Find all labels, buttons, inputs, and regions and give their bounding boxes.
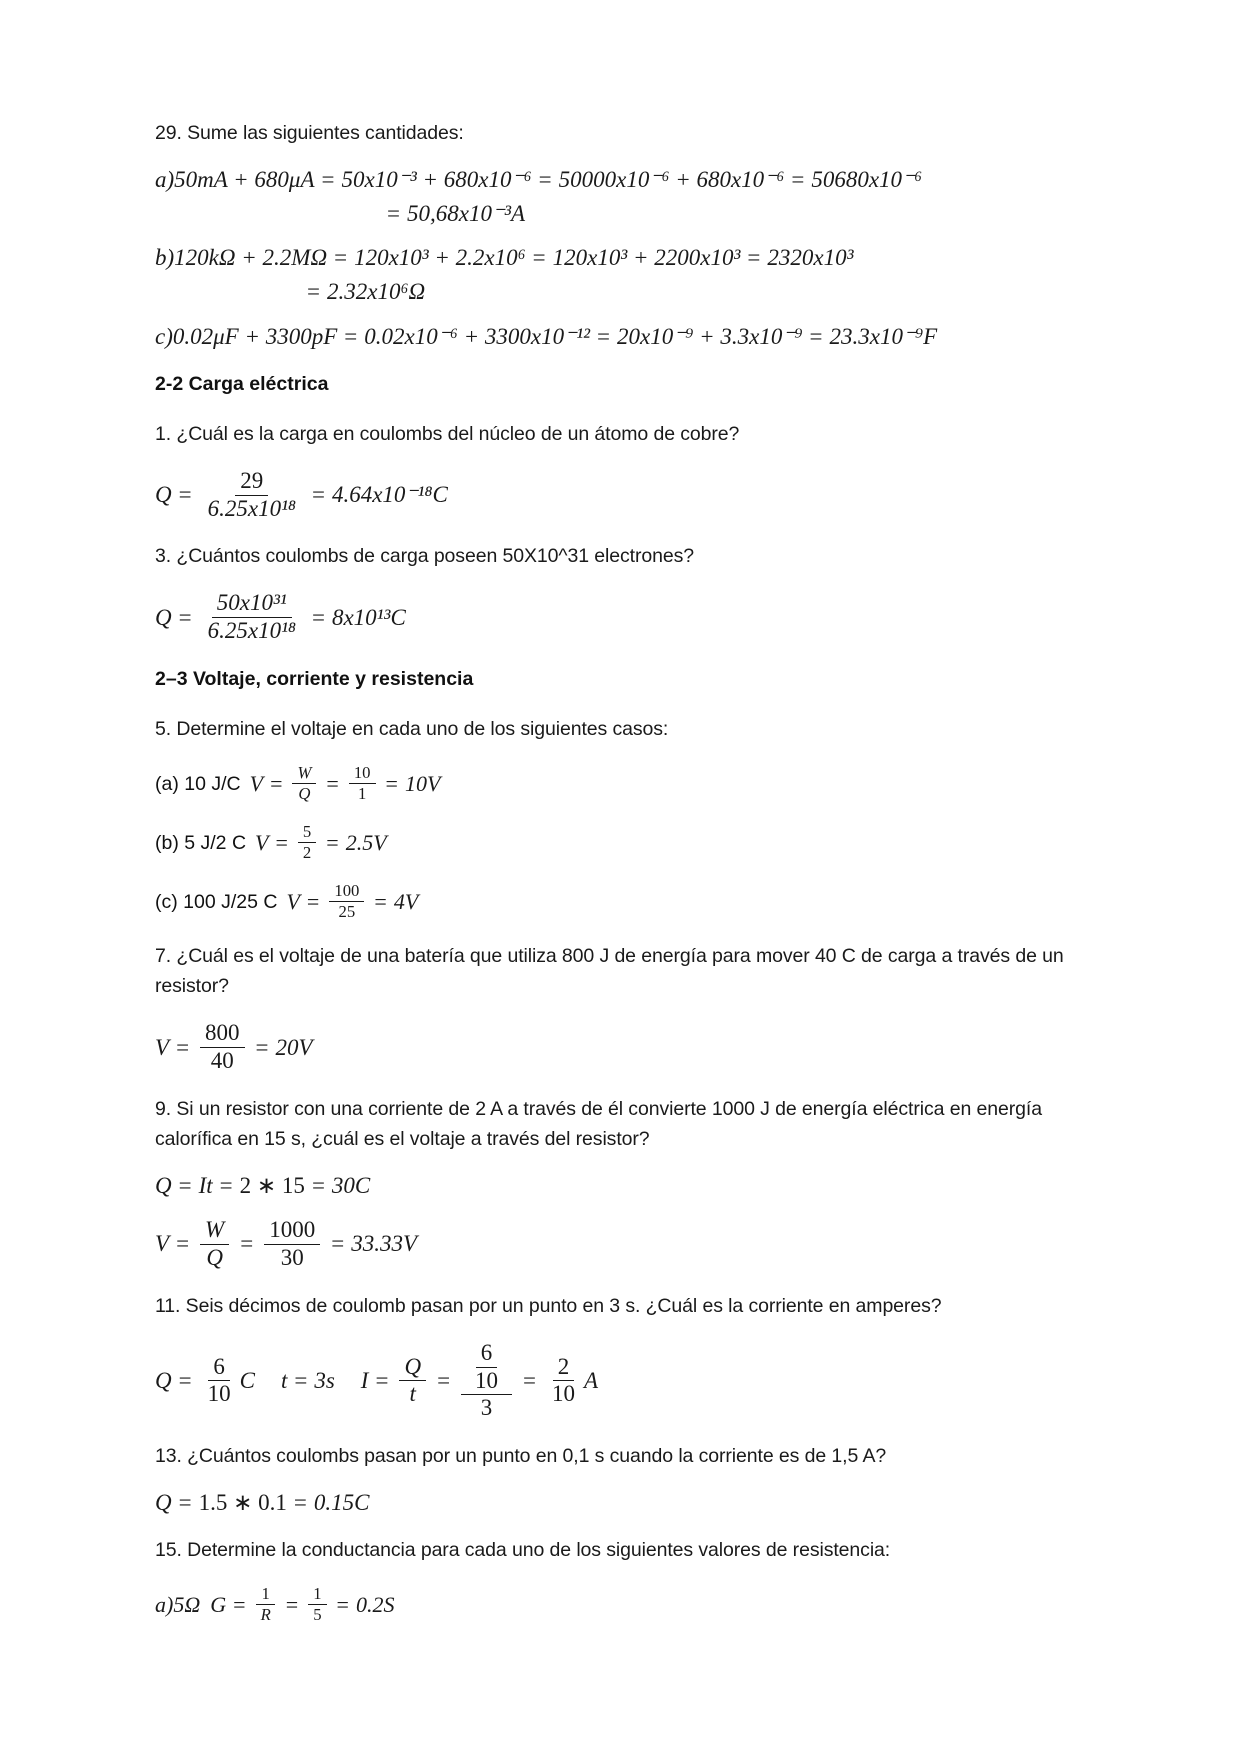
fraction-denominator: R (260, 1605, 271, 1625)
equals-sign: = (387, 201, 400, 227)
question-5-prompt: 5. Determine el voltaje en cada uno de los siguientes casos: (155, 718, 669, 741)
fraction-numerator: 6 (208, 1355, 230, 1382)
fraction-5-2 (298, 823, 316, 862)
eq-q9-q-step: 2 ∗ 15 (239, 1172, 305, 1198)
fraction-denominator: 10 (475, 1367, 499, 1393)
equals-sign: = (326, 830, 339, 856)
fraction-denominator: Q (298, 784, 311, 804)
eq-29c-lhs: 0.02μF + 3300pF (172, 323, 338, 349)
eq-q9-v-result: 33.33V (351, 1231, 417, 1257)
equals-sign: = (334, 245, 348, 271)
equation-q5c (155, 882, 1091, 921)
fraction-6-10-nested (470, 1341, 503, 1394)
equals-sign: = (311, 481, 325, 507)
equation-q5b (155, 823, 1091, 862)
fraction-numerator: 50x10³¹ (212, 591, 292, 618)
equals-sign: = (219, 1172, 233, 1198)
equals-sign: = (294, 1367, 308, 1393)
eq-q11-i-unit: A (584, 1367, 599, 1393)
equals-sign: = (178, 1172, 192, 1198)
fraction-numerator: Q (399, 1355, 426, 1382)
eq-q13-result: 0.15C (313, 1490, 370, 1516)
fraction-denominator: 6.25x10¹⁸ (207, 495, 296, 521)
fraction-denominator: 40 (210, 1048, 234, 1074)
equation-q3 (155, 591, 1091, 644)
equals-sign: = (374, 889, 387, 915)
equals-sign: = (270, 771, 283, 797)
fraction-wq (292, 764, 316, 803)
equals-sign: = (747, 245, 761, 271)
equals-sign: = (306, 889, 320, 915)
equation-q11 (155, 1341, 1091, 1421)
eq-q15a-result: 0.2S (355, 1592, 395, 1618)
question-11-prompt: 11. Seis décimos de coulomb pasan por un punto en 3 s. ¿Cuál es la corriente en amperes? (155, 1294, 942, 1317)
question-9-prompt: 9. Si un resistor con una corriente de 2 A a través de él convierte 1000 J de energía eléctrica en energía calorífica en 15 s, ¿cuál es el voltaje a través del resistor? (155, 1097, 1042, 1150)
eq-29b-step3: 2320x10³ (767, 245, 854, 271)
eq-29c-step2: 20x10⁻⁹ + 3.3x10⁻⁹ (617, 323, 803, 349)
eq-29a-lhs: 50mA + 680μA (174, 167, 315, 192)
fraction-denominator: 2 (302, 843, 312, 863)
eq-29a-step2: 50000x10⁻⁶ + 680x10⁻⁶ (558, 167, 785, 192)
equation-q9-charge (155, 1174, 1091, 1198)
eq-q5c-lhs: V (286, 889, 300, 915)
equals-sign: = (178, 1367, 192, 1393)
fraction-denominator: Q (206, 1244, 223, 1270)
eq-q5a-lhs: V (249, 771, 264, 797)
fraction-denominator: 30 (280, 1244, 304, 1270)
eq-q13-lhs: Q (155, 1490, 172, 1516)
eq-q11-t-val: 3s (314, 1367, 335, 1393)
fraction-q3 (203, 591, 301, 644)
equals-sign: = (307, 279, 320, 305)
eq-29c-result: 23.3x10⁻⁹F (829, 323, 938, 349)
eq-29b-step2: 120x10³ + 2200x10³ (552, 245, 741, 271)
equals-sign: = (176, 1034, 190, 1060)
fraction-100-25 (329, 882, 364, 921)
eq-q7-result: 20V (275, 1034, 313, 1060)
question-3-prompt: 3. ¿Cuántos coulombs de carga poseen 50X10^31 electrones? (155, 545, 694, 568)
eq-q5b-result: 2.5V (345, 830, 387, 856)
fraction-q-t (399, 1355, 426, 1408)
equals-sign: = (311, 1172, 325, 1198)
q5a-case-text: (a) 10 J/C (155, 772, 241, 795)
fraction-numerator: 1000 (264, 1218, 320, 1245)
equals-sign: = (321, 167, 335, 192)
eq-q11-q-unit: C (239, 1367, 255, 1393)
eq-q1-lhs: Q (155, 481, 172, 507)
eq-q5b-lhs: V (255, 830, 269, 856)
eq-q11-i-lhs: I (360, 1367, 369, 1393)
fraction-denominator: 6.25x10¹⁸ (207, 618, 296, 644)
equation-29b-line2 (300, 280, 1091, 304)
eq-29a-step1: 50x10⁻³ + 680x10⁻⁶ (341, 167, 532, 192)
eq-q5a-result: 10V (404, 771, 441, 797)
equals-sign: = (597, 323, 611, 349)
fraction-10-1 (349, 764, 376, 803)
equation-q15a (155, 1585, 1091, 1624)
fraction-numerator: 10 (349, 764, 376, 784)
fraction-denominator: 3 (480, 1395, 493, 1421)
equals-sign: = (809, 323, 823, 349)
question-1-prompt: 1. ¿Cuál es la carga en coulombs del núcleo de un átomo de cobre? (155, 422, 740, 445)
eq-q7-lhs: V (155, 1034, 170, 1060)
eq-q11-t-lhs: t (280, 1367, 288, 1393)
fraction-6-10 (203, 1355, 236, 1408)
equation-q9-voltage (155, 1218, 1091, 1271)
eq-29b-lhs: 120kΩ + 2.2MΩ (174, 245, 328, 271)
equals-sign: = (336, 1592, 349, 1618)
equals-sign: = (385, 771, 398, 797)
fraction-denominator: 5 (313, 1605, 322, 1625)
equation-29a-line1 (155, 168, 1091, 192)
equation-q1 (155, 469, 1091, 522)
fraction-numerator (461, 1341, 512, 1396)
eq-q15a-value: 5Ω (173, 1592, 201, 1618)
equals-sign: = (523, 1367, 537, 1393)
equation-29a-line2 (380, 202, 1091, 226)
fraction-denominator: 10 (207, 1381, 231, 1407)
fraction-numerator: 800 (200, 1021, 245, 1048)
eq-q9-q-lhs: Q (155, 1172, 172, 1198)
equation-29c (155, 325, 1091, 349)
eq-q9-v-lhs: V (155, 1231, 170, 1257)
fraction-denominator: 25 (338, 902, 356, 922)
fraction-denominator: 10 (552, 1381, 576, 1407)
eq-29c-step1: 0.02x10⁻⁶ + 3300x10⁻¹² (364, 323, 591, 349)
equals-sign: = (176, 1231, 190, 1257)
q5b-math (255, 823, 387, 862)
fraction-wq (200, 1218, 229, 1271)
fraction-numerator: 1 (308, 1585, 326, 1605)
equals-sign: = (344, 323, 358, 349)
equals-sign: = (178, 1490, 192, 1516)
eq-q11-q-lhs: Q (155, 1367, 172, 1393)
equals-sign: = (375, 1367, 389, 1393)
eq-29a-step3: 50680x10⁻⁶ (811, 167, 923, 192)
equals-sign: = (326, 771, 339, 797)
question-13-prompt: 13. ¿Cuántos coulombs pasan por un punto en 0,1 s cuando la corriente es de 1,5 A? (155, 1445, 887, 1468)
eq-29a-result: 50,68x10⁻³A (406, 201, 526, 227)
item-label-a: a) (155, 1592, 174, 1618)
question-7-prompt: 7. ¿Cuál es el voltaje de una batería que utiliza 800 J de energía para mover 40 C de carga a través de un resistor? (155, 945, 1064, 998)
q5c-math (286, 882, 418, 921)
q5a-math (250, 764, 441, 803)
equals-sign: = (538, 167, 552, 192)
eq-q9-q-mid: It (198, 1172, 213, 1198)
equals-sign: = (791, 167, 805, 192)
equation-q7 (155, 1021, 1091, 1074)
question-15-prompt: 15. Determine la conductancia para cada uno de los siguientes valores de resistencia: (155, 1539, 891, 1562)
q5c-case-text: (c) 100 J/25 C (155, 890, 278, 913)
eq-q1-result: 4.64x10⁻¹⁸C (331, 481, 448, 507)
fraction-q1 (203, 469, 301, 522)
equals-sign: = (178, 604, 192, 630)
eq-q5c-result: 4V (393, 889, 419, 915)
equation-q5a (155, 764, 1091, 803)
item-label-c: c) (155, 323, 173, 349)
eq-q9-q-result: 30C (331, 1172, 371, 1198)
equals-sign: = (331, 1231, 345, 1257)
equals-sign: = (240, 1231, 254, 1257)
eq-29b-result: 2.32x10⁶Ω (326, 279, 426, 305)
equals-sign: = (437, 1367, 451, 1393)
item-label-a: a) (155, 167, 175, 192)
eq-q3-result: 8x10¹³C (331, 604, 406, 630)
equation-29b-line1 (155, 246, 1091, 270)
item-label-b: b) (155, 245, 175, 271)
eq-q15a-lhs: G (210, 1592, 227, 1618)
equals-sign: = (275, 830, 288, 856)
fraction-numerator: 5 (298, 823, 316, 843)
fraction-numerator: 29 (235, 469, 268, 496)
fraction-denominator: 1 (358, 784, 367, 804)
fraction-800-40 (200, 1021, 245, 1074)
question-29-prompt: 29. Sume las siguientes cantidades: (155, 122, 464, 144)
equation-q13 (155, 1491, 1091, 1515)
eq-q13-expr: 1.5 ∗ 0.1 (198, 1490, 287, 1516)
fraction-numerator: 100 (329, 882, 364, 902)
fraction-numerator: 6 (476, 1341, 498, 1368)
fraction-1-r (256, 1585, 276, 1624)
q5b-case-text: (b) 5 J/2 C (155, 831, 247, 854)
eq-q3-lhs: Q (155, 604, 172, 630)
fraction-denominator: t (409, 1381, 416, 1407)
fraction-numerator: 2 (553, 1355, 575, 1382)
equals-sign: = (178, 481, 192, 507)
equals-sign: = (255, 1034, 269, 1060)
fraction-compound (461, 1341, 512, 1421)
fraction-1000-30 (264, 1218, 320, 1271)
section-heading-2-3: 2–3 Voltaje, corriente y resistencia (155, 668, 474, 691)
fraction-numerator: W (292, 764, 316, 784)
equals-sign: = (532, 245, 546, 271)
eq-29b-step1: 120x10³ + 2.2x10⁶ (354, 245, 526, 271)
section-heading-2-2: 2-2 Carga eléctrica (155, 372, 329, 395)
fraction-2-10 (547, 1355, 580, 1408)
equals-sign: = (285, 1592, 299, 1618)
fraction-1-5 (308, 1585, 326, 1624)
fraction-numerator: W (200, 1218, 229, 1245)
equals-sign: = (233, 1592, 246, 1618)
fraction-numerator: 1 (256, 1585, 274, 1605)
equals-sign: = (293, 1490, 307, 1516)
equals-sign: = (311, 604, 325, 630)
